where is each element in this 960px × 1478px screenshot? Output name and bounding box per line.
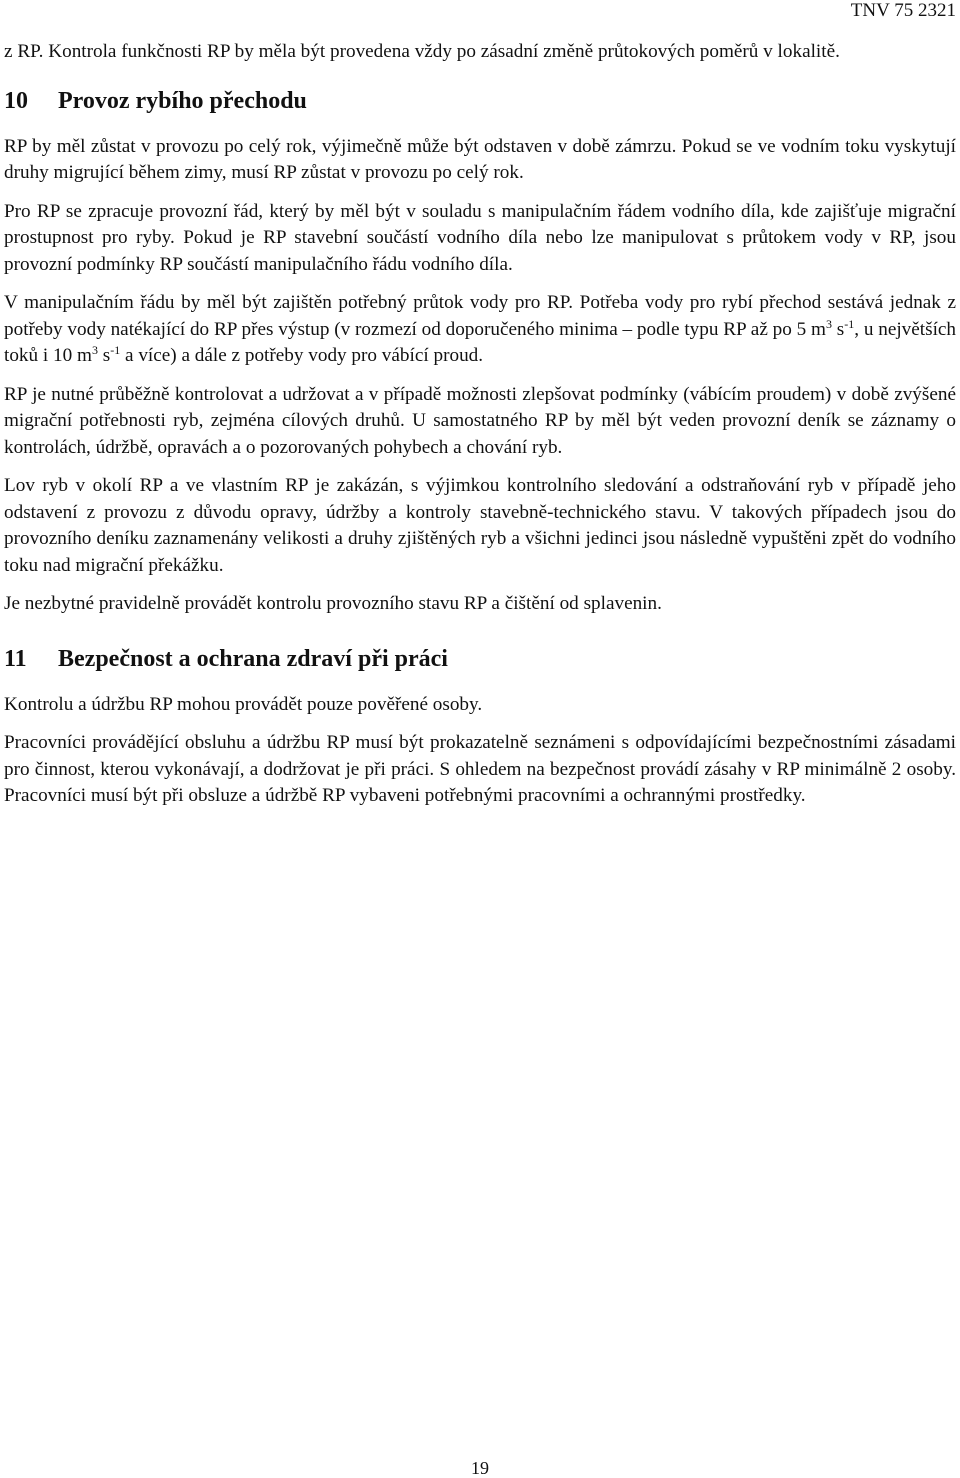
superscript: -1 [844,316,855,331]
section-heading-11 [4,644,956,674]
superscript: 3 [91,343,98,357]
paragraph: RP by měl zůstat v provozu po celý rok, výjimečně může být odstaven v době zámrzu. Pokud se ve vodním toku vyskytují druhy migrující během zimy, musí RP zůstat v provozu po celý rok. [4,135,956,183]
paragraph: Lov ryb v okolí RP a ve vlastním RP je zakázán, s výjimkou kontrolního sledování a odstraňování ryb v případě jeho odstavení z provozu z důvodu opravy, údržby a kontroly stavebně-technického stavu. V takových případech jsou do provozního deníku zaznamenány velikosti a druhy zjištěných ryb a všichni jedinci jsou následně vypuštěni zpět do vodního toku nad migrační překážku. [4,475,956,576]
paragraph-water-flow [4,290,956,370]
text-run: V manipulačním řádu by měl být zajištěn potřebný průtok vody pro RP. Potřeba vody pro rybí přechod sestává jednak z potřeby vody natékající do RP přes výstup (v rozmezí od doporučeného minima – podle typu RP až po 5 m [4,292,956,340]
paragraph: Je nezbytné pravidelně provádět kontrolu provozního stavu RP a čištění od splavenin. [4,593,662,614]
superscript: 3 [825,316,832,331]
text-run: , u největších toků i 10 m [4,318,957,366]
paragraph: Kontrolu a údržbu RP mohou provádět pouze pověřené osoby. [4,693,483,715]
section-number: 10 [4,87,28,114]
section-title: Bezpečnost a ochrana zdraví při práci [58,645,448,672]
section-heading-10 [4,86,956,116]
page-content [4,39,956,822]
paragraph: Pro RP se zpracuje provozní řád, který by měl být v souladu s manipulačním řádem vodního díla, kde zajišťuje migrační prostupnost pro ryby. Pokud je RP stavební součástí vodního díla nebo lze manipulovat s průtokem vody v RP, jsou provozní podmínky RP součástí manipulačního řádu vodního díla. [4,200,956,275]
paragraph-continuation: z RP. Kontrola funkčnosti RP by měla být provedena vždy po zásadní změně průtokových poměrů v lokalitě. [4,41,840,62]
text-run: s [831,318,845,340]
paragraph: Pracovníci provádějící obsluhu a údržbu RP musí být prokazatelně seznámeni s odpovídajícími bezpečnostními zásadami pro činnost, kterou vykonávají, a dodržovat je při práci. S ohledem na bezpečnost provádí zásahy v RP minimálně 2 osoby. Pracovníci musí být při obsluze a údržbě RP vybaveni potřebnými pracovními a ochrannými prostředky. [4,732,956,806]
document-code: TNV 75 2321 [850,0,956,21]
text-run: a více) a dále z potřeby vody pro vábící proud. [120,345,484,366]
text-run: s [97,345,111,366]
superscript: -1 [110,343,121,357]
paragraph: RP je nutné průběžně kontrolovat a udržovat a v případě možnosti zlepšovat podmínky (vábícím proudem) v době zvýšené migrační potřebnosti ryb, zejména cílových druhů. U samostatného RP by měl být veden provozní deník se záznamy o kontrolách, údržbě, opravách a o pozorovaných pohybech a chování ryb. [4,383,956,458]
section-title: Provoz rybího přechodu [58,87,307,114]
section-number: 11 [4,645,27,672]
page-number: 19 [471,1458,489,1478]
